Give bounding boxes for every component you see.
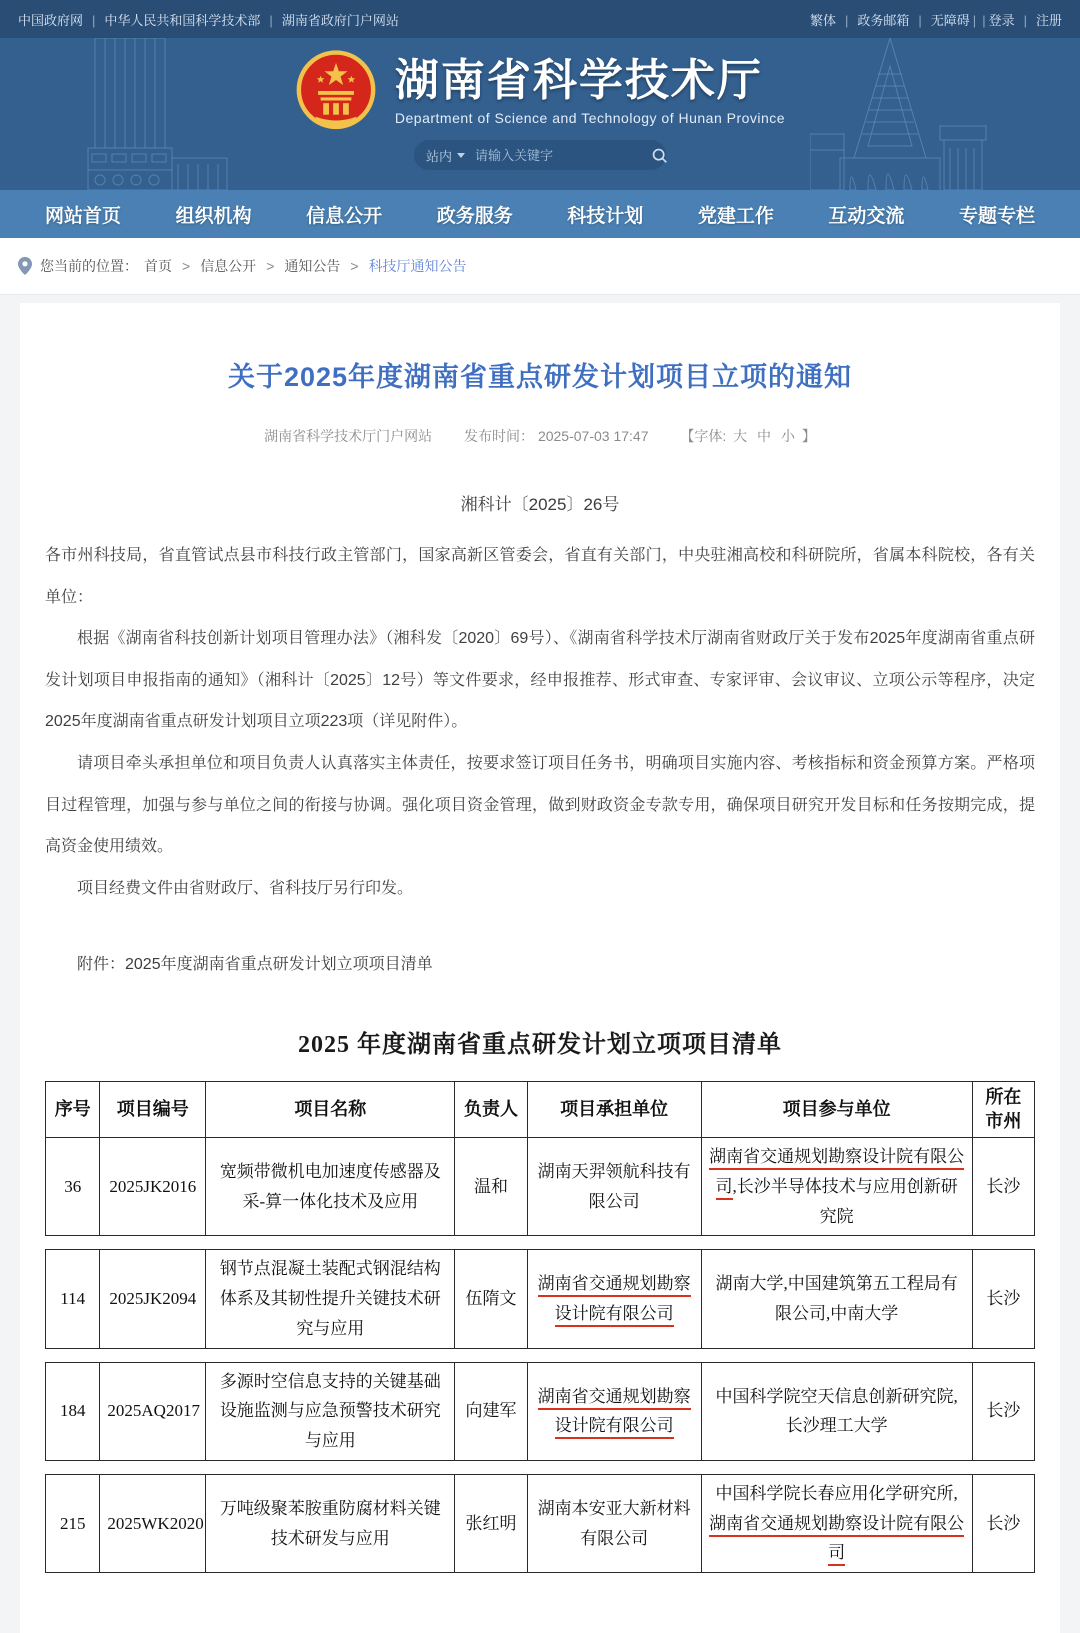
nav-item-info-disclosure[interactable]: 信息公开 — [306, 205, 383, 227]
chevron-down-icon — [457, 153, 465, 158]
nav-item-sci-tech-programs[interactable]: 科技计划 — [567, 205, 644, 227]
project-table-header-and-row-1 — [45, 1081, 1035, 1236]
col-city: 所在市州 — [972, 1082, 1034, 1138]
link-most[interactable]: 中华人民共和国科学技术部 — [104, 12, 261, 28]
col-participants: 项目参与单位 — [701, 1082, 972, 1138]
nav-item-special-topics[interactable]: 专题专栏 — [958, 205, 1035, 227]
paragraph-recipients: 各市州科技局，省直管试点县市科技行政主管部门，国家高新区管委会，省直有关部门，中央驻湘高校和科研院所，省属本科院校，各有关单位： — [45, 547, 1035, 606]
breadcrumb-prefix: 您当前的位置： — [40, 258, 138, 274]
publish-time-label: 发布时间： — [464, 428, 535, 444]
font-size-small-button[interactable]: 小 — [780, 428, 795, 444]
article-card — [20, 303, 1060, 1633]
link-accessibility[interactable]: 无障碍 — [930, 12, 970, 28]
publish-time: 2025-07-03 17:47 — [537, 428, 649, 444]
font-size-medium-button[interactable]: 中 — [757, 428, 772, 444]
article-source: 湖南省科学技术厅门户网站 — [264, 428, 433, 444]
nav-item-organization[interactable]: 组织机构 — [175, 205, 252, 227]
project-table-row-2 — [45, 1249, 1035, 1348]
search-scope-dropdown[interactable] — [426, 146, 465, 165]
search-icon — [651, 147, 668, 164]
paragraph-requirements: 请项目牵头承担单位和项目负责人认真落实主体责任，按要求签订项目任务书，明确项目实施内容、考核指标和资金预算方案。严格项目过程管理，加强与参与单位之间的衔接与协调。强化项目资金管理，做到财政资金专款专用，确保项目研究开发目标和任务按期完成，提高资金使用绩效。 — [45, 754, 1035, 856]
link-gov-cn[interactable]: 中国政府网 — [18, 12, 84, 28]
col-undertaker: 项目承担单位 — [527, 1082, 701, 1138]
topbar-left-links: 中国政府网 | 中华人民共和国科学技术部 | 湖南省政府门户网站 — [18, 12, 399, 28]
nav-item-gov-services[interactable]: 政务服务 — [436, 205, 513, 227]
link-register[interactable]: 注册 — [1035, 12, 1062, 28]
col-leader: 负责人 — [455, 1082, 527, 1138]
article-body — [45, 535, 1035, 909]
project-table-row-4 — [45, 1474, 1035, 1573]
col-code: 项目编号 — [100, 1082, 206, 1138]
site-subtitle: Department of Science and Technology of Hunan Province — [394, 109, 786, 126]
search-button[interactable] — [651, 147, 668, 164]
breadcrumb-home[interactable]: 首页 — [144, 258, 172, 274]
site-search — [414, 140, 666, 170]
nav-item-home[interactable]: 网站首页 — [45, 205, 122, 227]
project-table-row-3 — [45, 1362, 1035, 1461]
nav-item-party-building[interactable]: 党建工作 — [697, 205, 774, 227]
paragraph-basis: 根据《湖南省科技创新计划项目管理办法》（湘科发〔2020〕69号）、《湖南省科学技术厅湖南省财政厅关于发布2025年度湖南省重点研发计划项目申报指南的通知》（湘科计〔2025〕12号）等文件要求，经申报推荐、形式审查、专家评审、会议审议、立项公示等程序，决定2025年度湖南省重点研发计划项目立项223项（详见附件）。 — [45, 630, 1035, 731]
breadcrumb-notices[interactable]: 通知公告 — [284, 258, 341, 274]
document-number: 湘科计〔2025〕26号 — [460, 495, 620, 514]
link-traditional-chinese[interactable]: 繁体 — [809, 12, 836, 28]
building-watermark-left — [0, 38, 270, 190]
breadcrumb: 您当前的位置： 首页 > 信息公开 > 通知公告 > 科技厅通知公告 — [0, 238, 1080, 295]
national-emblem — [295, 50, 377, 132]
nav-item-interaction[interactable]: 互动交流 — [828, 205, 905, 227]
attachment-line: 附件：2025年度湖南省重点研发计划立项项目清单 — [77, 956, 433, 974]
col-seq: 序号 — [46, 1082, 100, 1138]
site-title: 湖南省科学技术厅 — [394, 56, 763, 106]
font-size-large-button[interactable]: 大 — [733, 428, 748, 444]
main-nav — [0, 190, 1080, 238]
page-title: 关于2025年度湖南省重点研发计划项目立项的通知 — [227, 362, 853, 392]
search-input[interactable] — [475, 148, 651, 163]
building-watermark-right — [810, 38, 1080, 190]
breadcrumb-info-disclosure[interactable]: 信息公开 — [200, 258, 257, 274]
table-row: 184 2025AQ2017 多源时空信息支持的关键基础设施监测与应急预警技术研究与应用 向建军 湖南省交通规划勘察设计院有限公司 中国科学院空天信息创新研究院,长沙理工大学 长沙 — [46, 1362, 1035, 1460]
table-row: 215 2025WK2020 万吨级聚苯胺重防腐材料关键技术研发与应用 张红明 湖南本安亚大新材料有限公司 中国科学院长春应用化学研究所,湖南省交通规划勘察设计院有限公司 长沙 — [46, 1474, 1035, 1572]
table-row: 114 2025JK2094 钢节点混凝土装配式钢混结构体系及其韧性提升关键技术研究与应用 伍隋文 湖南省交通规划勘察设计院有限公司 湖南大学,中国建筑第五工程局有限公司,中南大学 长沙 — [46, 1250, 1035, 1348]
attachment-table-title: 2025 年度湖南省重点研发计划立项项目清单 — [298, 1032, 782, 1059]
article-meta — [45, 426, 1035, 446]
col-name: 项目名称 — [206, 1082, 455, 1138]
link-hunan-gov[interactable]: 湖南省政府门户网站 — [281, 12, 399, 28]
font-size-widget: 【字体: 大 中 小 】 — [680, 428, 816, 444]
topbar-right-links: 繁体 | 政务邮箱 | 无障碍 | | 登录 | 注册 — [809, 12, 1062, 28]
location-pin-icon — [18, 257, 32, 275]
link-gov-mail[interactable]: 政务邮箱 — [857, 12, 910, 28]
search-scope-label: 站内 — [426, 148, 453, 164]
breadcrumb-dept-notices[interactable]: 科技厅通知公告 — [368, 258, 467, 274]
table-row: 36 2025JK2016 宽频带微机电加速度传感器及采-算一体化技术及应用 温和 湖南天羿领航科技有限公司 湖南省交通规划勘察设计院有限公司,长沙半导体技术与应用创新研究院 长沙 — [46, 1138, 1035, 1236]
top-utility-bar — [0, 0, 1080, 38]
site-banner — [0, 38, 1080, 190]
table-header-row — [46, 1082, 1035, 1138]
link-login[interactable]: 登录 — [988, 12, 1015, 28]
paragraph-funding: 项目经费文件由省财政厅、省科技厅另行印发。 — [77, 879, 414, 897]
